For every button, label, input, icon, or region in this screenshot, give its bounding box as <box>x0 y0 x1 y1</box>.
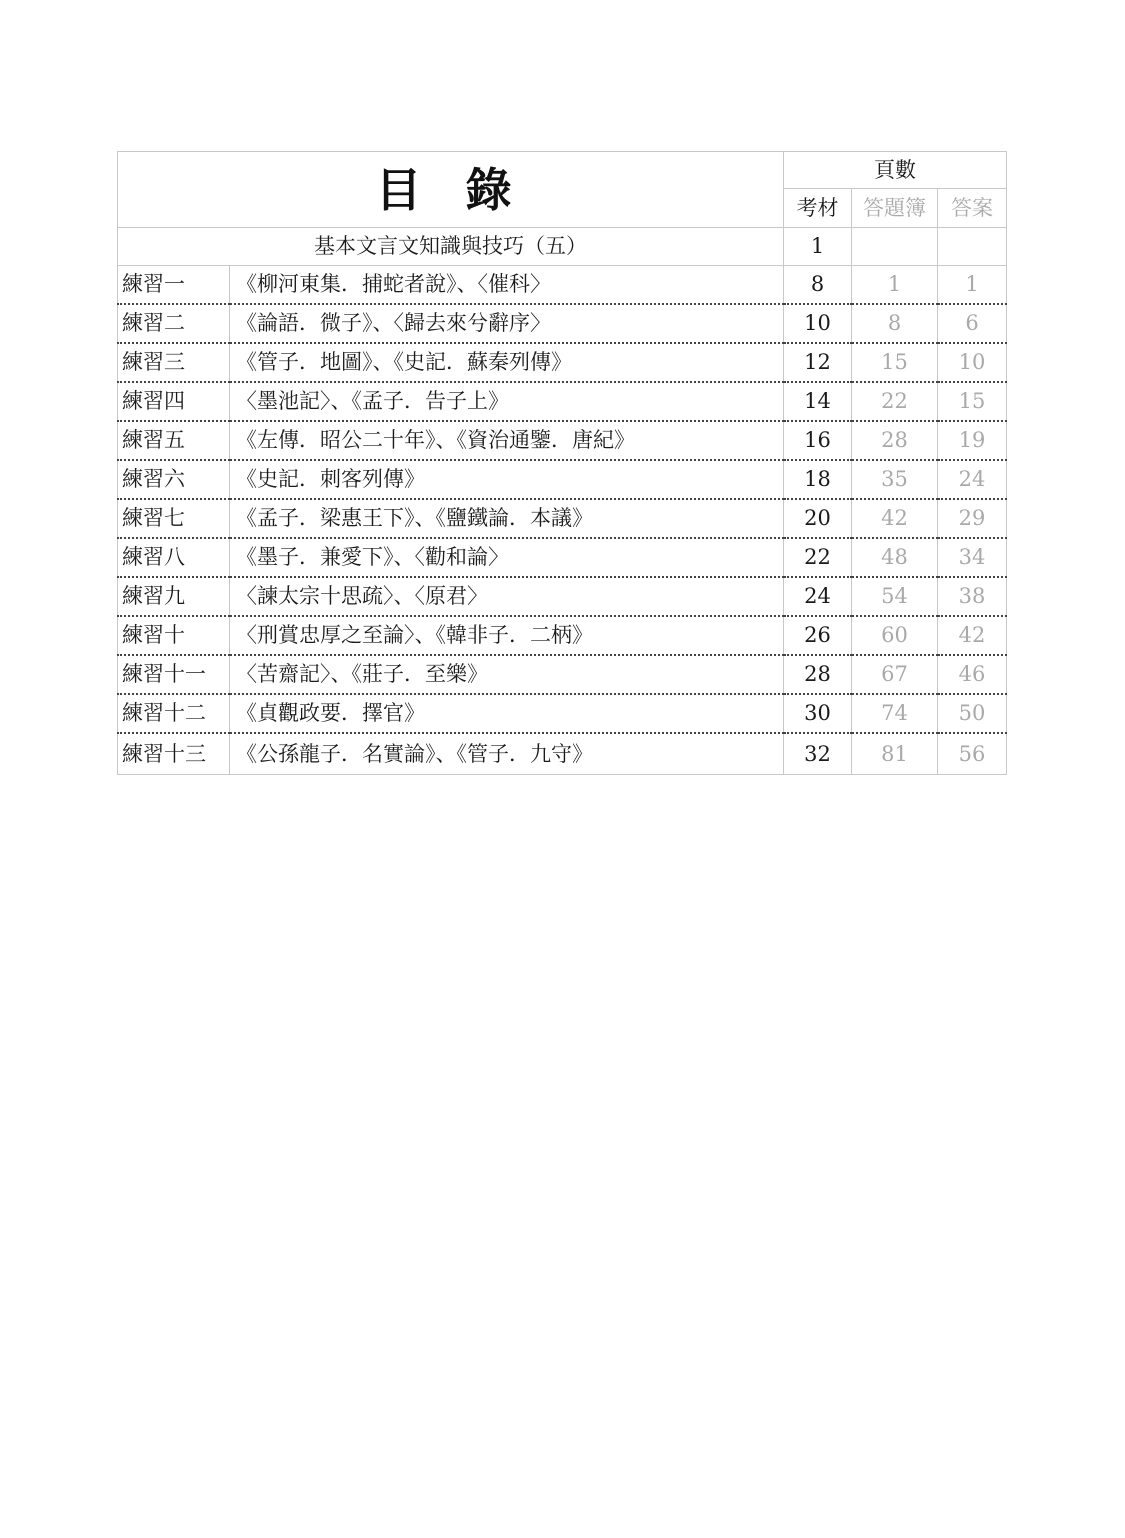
table-row <box>118 499 1007 538</box>
answer-book-page-number: 15 <box>852 343 938 382</box>
answer-page-number: 34 <box>938 538 1007 577</box>
exercise-content: 〈諫太宗十思疏〉、〈原君〉 <box>230 577 784 616</box>
exercise-label: 練習二 <box>118 304 230 343</box>
exercise-label: 練習十 <box>118 616 230 655</box>
table-row <box>118 266 1007 305</box>
answer-book-page-number: 67 <box>852 655 938 694</box>
exercise-content: 《墨子．兼愛下》、〈勸和論〉 <box>230 538 784 577</box>
material-page-number: 30 <box>784 694 852 733</box>
table-row <box>118 304 1007 343</box>
answer-book-page-number: 54 <box>852 577 938 616</box>
col-header-answer: 答案 <box>938 189 1007 228</box>
exercise-content: 《孟子．梁惠王下》、《鹽鐵論．本議》 <box>230 499 784 538</box>
material-page-number: 10 <box>784 304 852 343</box>
answer-page-number: 1 <box>938 266 1007 305</box>
answer-page-number: 42 <box>938 616 1007 655</box>
answer-page-number: 29 <box>938 499 1007 538</box>
answer-book-page-number: 60 <box>852 616 938 655</box>
exercise-label: 練習十一 <box>118 655 230 694</box>
intro-label: 基本文言文知識與技巧（五） <box>118 228 784 266</box>
exercise-label: 練習五 <box>118 421 230 460</box>
material-page-number: 18 <box>784 460 852 499</box>
material-page-number: 20 <box>784 499 852 538</box>
answer-page-number: 46 <box>938 655 1007 694</box>
exercise-label: 練習六 <box>118 460 230 499</box>
material-page-number: 32 <box>784 733 852 775</box>
toc-body <box>118 152 1007 266</box>
table-row <box>118 538 1007 577</box>
header-row-1 <box>118 152 1007 189</box>
exercise-rows <box>118 266 1007 775</box>
material-page-number: 24 <box>784 577 852 616</box>
answer-book-page-number: 1 <box>852 266 938 305</box>
answer-page-number: 6 <box>938 304 1007 343</box>
answer-book-page-number: 35 <box>852 460 938 499</box>
exercise-content: 《管子．地圖》、《史記．蘇秦列傳》 <box>230 343 784 382</box>
exercise-label: 練習十三 <box>118 733 230 775</box>
answer-page-number: 15 <box>938 382 1007 421</box>
intro-answer-page <box>938 228 1007 266</box>
exercise-label: 練習八 <box>118 538 230 577</box>
table-row <box>118 343 1007 382</box>
answer-book-page-number: 48 <box>852 538 938 577</box>
material-page-number: 12 <box>784 343 852 382</box>
answer-page-number: 56 <box>938 733 1007 775</box>
exercise-label: 練習四 <box>118 382 230 421</box>
answer-book-page-number: 74 <box>852 694 938 733</box>
exercise-content: 《史記．刺客列傳》 <box>230 460 784 499</box>
pages-header: 頁數 <box>784 152 1007 189</box>
table-row <box>118 421 1007 460</box>
table-row <box>118 655 1007 694</box>
exercise-content: 《論語．微子》、〈歸去來兮辭序〉 <box>230 304 784 343</box>
table-row <box>118 460 1007 499</box>
intro-material-page: 1 <box>784 228 852 266</box>
answer-book-page-number: 28 <box>852 421 938 460</box>
answer-page-number: 24 <box>938 460 1007 499</box>
answer-page-number: 19 <box>938 421 1007 460</box>
exercise-label: 練習三 <box>118 343 230 382</box>
table-row <box>118 577 1007 616</box>
table-row <box>118 694 1007 733</box>
exercise-label: 練習一 <box>118 266 230 305</box>
intro-row <box>118 228 1007 266</box>
exercise-content: 《公孫龍子．名實論》、《管子．九守》 <box>230 733 784 775</box>
material-page-number: 22 <box>784 538 852 577</box>
answer-book-page-number: 8 <box>852 304 938 343</box>
intro-answer-book-page <box>852 228 938 266</box>
exercise-content: 《貞觀政要．擇官》 <box>230 694 784 733</box>
answer-book-page-number: 22 <box>852 382 938 421</box>
answer-book-page-number: 42 <box>852 499 938 538</box>
table-row <box>118 733 1007 775</box>
col-header-material: 考材 <box>784 189 852 228</box>
table-row <box>118 616 1007 655</box>
table-of-contents <box>117 151 1007 775</box>
material-page-number: 14 <box>784 382 852 421</box>
exercise-content: 〈苦齋記〉、《莊子．至樂》 <box>230 655 784 694</box>
col-header-answer-book: 答題簿 <box>852 189 938 228</box>
answer-page-number: 50 <box>938 694 1007 733</box>
material-page-number: 16 <box>784 421 852 460</box>
exercise-content: 〈刑賞忠厚之至論〉、《韓非子．二柄》 <box>230 616 784 655</box>
answer-page-number: 10 <box>938 343 1007 382</box>
answer-page-number: 38 <box>938 577 1007 616</box>
material-page-number: 8 <box>784 266 852 305</box>
exercise-label: 練習七 <box>118 499 230 538</box>
exercise-label: 練習十二 <box>118 694 230 733</box>
page-title: 目 錄 <box>118 152 784 228</box>
table-row <box>118 382 1007 421</box>
exercise-content: 《柳河東集．捕蛇者說》、〈催科〉 <box>230 266 784 305</box>
material-page-number: 28 <box>784 655 852 694</box>
exercise-content: 《左傳．昭公二十年》、《資治通鑒．唐紀》 <box>230 421 784 460</box>
exercise-label: 練習九 <box>118 577 230 616</box>
material-page-number: 26 <box>784 616 852 655</box>
exercise-content: 〈墨池記〉、《孟子．告子上》 <box>230 382 784 421</box>
answer-book-page-number: 81 <box>852 733 938 775</box>
